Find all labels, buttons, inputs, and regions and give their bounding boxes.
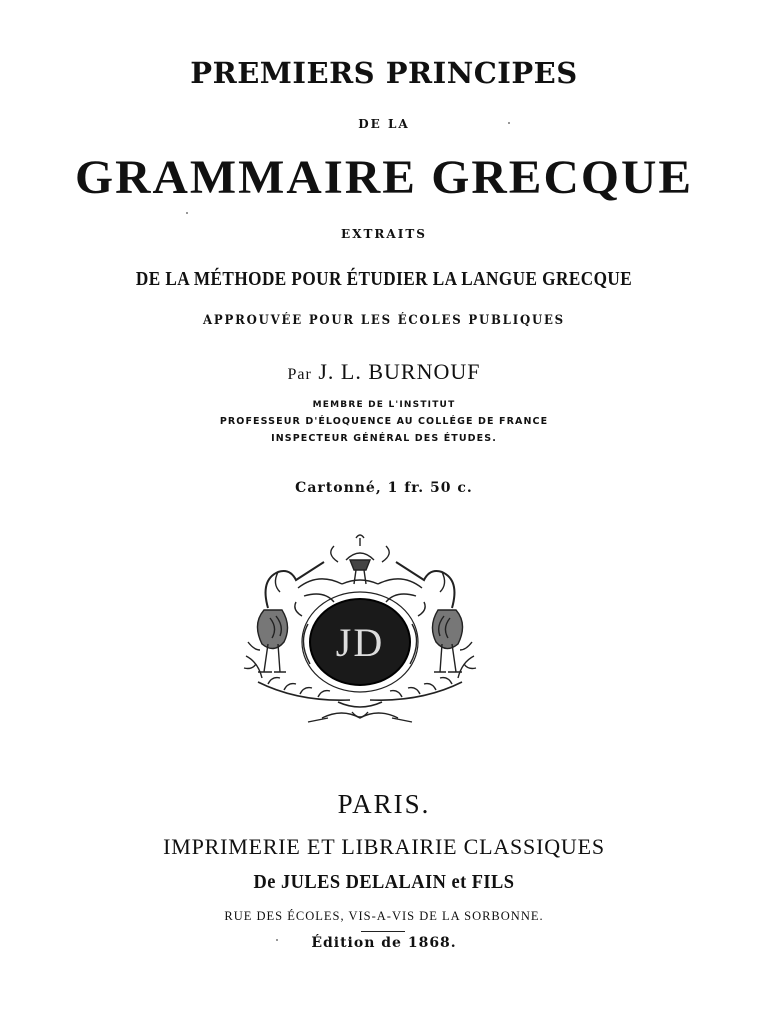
ink-speck	[508, 122, 510, 124]
author-credential: MEMBRE DE L'INSTITUT	[312, 400, 456, 410]
author-name: J. L. BURNOUF	[318, 359, 481, 384]
ink-speck	[276, 939, 278, 941]
author-credential: INSPECTEUR GÉNÉRAL DES ÉTUDES.	[271, 433, 497, 444]
divider-rule	[361, 931, 405, 932]
author-prefix: Par	[287, 366, 312, 383]
ink-speck	[186, 212, 188, 214]
author-line	[0, 359, 768, 385]
imprint-publisher-name: De JULES DELALAIN et FILS	[253, 871, 515, 893]
title-line-premiers-principes: PREMIERS PRINCIPES	[190, 56, 578, 90]
title-line-de-la: DE LA	[358, 117, 410, 131]
imprint-address: RUE DES ÉCOLES, VIS-A-VIS DE LA SORBONNE.	[224, 909, 544, 923]
svg-text:JD: JD	[335, 620, 385, 665]
edition-line: Édition de 1868.	[311, 935, 457, 951]
subtitle-methode: DE LA MÉTHODE POUR ÉTUDIER LA LANGUE GRECQUE	[135, 268, 633, 290]
printer-mark-icon	[238, 532, 482, 732]
author-credential: PROFESSEUR D'ÉLOQUENCE AU COLLÉGE DE FRANCE	[219, 416, 549, 427]
main-title: GRAMMAIRE GRECQUE	[74, 151, 694, 204]
subtitle-extraits: EXTRAITS	[341, 227, 427, 241]
imprint-publisher: IMPRIMERIE ET LIBRAIRIE CLASSIQUES	[163, 834, 605, 859]
price-line: Cartonné, 1 fr. 50 c.	[295, 480, 473, 496]
imprint-city: PARIS.	[337, 789, 431, 819]
subtitle-approuvee: APPROUVÉE POUR LES ÉCOLES PUBLIQUES	[203, 313, 565, 328]
